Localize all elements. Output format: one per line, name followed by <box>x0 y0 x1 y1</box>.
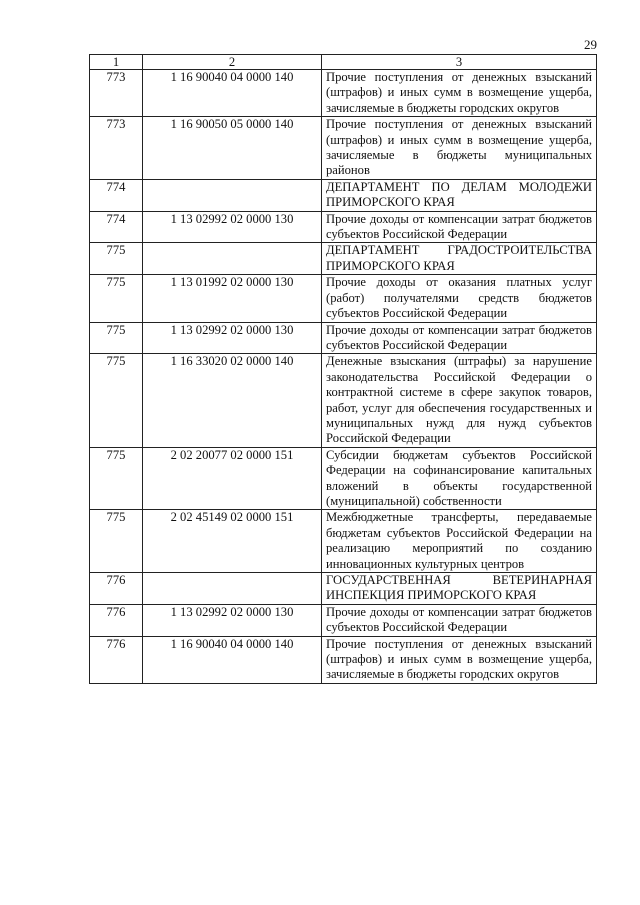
admin-code-cell: 774 <box>90 211 143 243</box>
table-row <box>90 604 597 636</box>
department-heading-cell: ДЕПАРТАМЕНТ ПО ДЕЛАМ МОЛОДЕЖИ ПРИМОРСКОГО КРАЯ <box>322 179 597 211</box>
revenue-code-cell: 2 02 20077 02 0000 151 <box>143 447 322 510</box>
admin-code-cell: 775 <box>90 510 143 573</box>
admin-code-cell: 773 <box>90 70 143 117</box>
table-row <box>90 354 597 447</box>
table-row <box>90 447 597 510</box>
department-heading-cell: ДЕПАРТАМЕНТ ГРАДОСТРОИТЕЛЬСТВА ПРИМОРСКОГО КРАЯ <box>322 243 597 275</box>
description-cell: Прочие поступления от денежных взысканий (штрафов) и иных сумм в возмещение ущерба, зачисляемые в бюджеты городских округов <box>322 70 597 117</box>
table-row <box>90 211 597 243</box>
column-header-2: 2 <box>143 55 322 70</box>
description-cell: Прочие доходы от компенсации затрат бюджетов субъектов Российской Федерации <box>322 211 597 243</box>
table-row <box>90 275 597 322</box>
admin-code-cell: 773 <box>90 117 143 180</box>
table-row <box>90 636 597 683</box>
admin-code-cell: 775 <box>90 447 143 510</box>
revenue-code-cell <box>143 179 322 211</box>
admin-code-cell: 776 <box>90 636 143 683</box>
admin-code-cell: 776 <box>90 604 143 636</box>
description-cell: Прочие доходы от оказания платных услуг (работ) получателями средств бюджетов субъектов Российской Федерации <box>322 275 597 322</box>
admin-code-cell: 775 <box>90 322 143 354</box>
table-row <box>90 322 597 354</box>
column-header-1: 1 <box>90 55 143 70</box>
revenue-code-cell: 1 16 90040 04 0000 140 <box>143 70 322 117</box>
admin-code-cell: 775 <box>90 275 143 322</box>
revenue-code-cell: 1 13 02992 02 0000 130 <box>143 322 322 354</box>
revenue-code-cell: 1 16 33020 02 0000 140 <box>143 354 322 447</box>
header-row <box>90 55 597 70</box>
admin-code-cell: 776 <box>90 573 143 605</box>
revenue-codes-table <box>89 54 597 684</box>
description-cell: Прочие доходы от компенсации затрат бюджетов субъектов Российской Федерации <box>322 604 597 636</box>
revenue-code-cell: 1 13 02992 02 0000 130 <box>143 604 322 636</box>
table-row <box>90 117 597 180</box>
table-header <box>90 55 597 70</box>
admin-code-cell: 775 <box>90 243 143 275</box>
admin-code-cell: 774 <box>90 179 143 211</box>
admin-code-cell: 775 <box>90 354 143 447</box>
revenue-code-cell: 1 16 90040 04 0000 140 <box>143 636 322 683</box>
table-body <box>90 70 597 684</box>
column-header-3: 3 <box>322 55 597 70</box>
description-cell: Прочие доходы от компенсации затрат бюджетов субъектов Российской Федерации <box>322 322 597 354</box>
revenue-code-cell <box>143 573 322 605</box>
revenue-code-cell: 1 13 01992 02 0000 130 <box>143 275 322 322</box>
description-cell: Субсидии бюджетам субъектов Российской Федерации на софинансирование капитальных вложений в объекты государственной (муниципальной) собственности <box>322 447 597 510</box>
revenue-code-cell <box>143 243 322 275</box>
department-heading-cell: ГОСУДАРСТВЕННАЯ ВЕТЕРИНАРНАЯ ИНСПЕКЦИЯ ПРИМОРСКОГО КРАЯ <box>322 573 597 605</box>
description-cell: Денежные взыскания (штрафы) за нарушение законодательства Российской Федерации о контрактной системе в сфере закупок товаров, работ, услуг для обеспечения государственных и муниципальных нужд для нужд субъектов Российской Федерации <box>322 354 597 447</box>
table-row <box>90 243 597 275</box>
table-row <box>90 573 597 605</box>
description-cell: Прочие поступления от денежных взысканий (штрафов) и иных сумм в возмещение ущерба, зачисляемые в бюджеты муниципальных районов <box>322 117 597 180</box>
page-number: 29 <box>584 37 597 52</box>
table-row <box>90 179 597 211</box>
revenue-code-cell: 1 16 90050 05 0000 140 <box>143 117 322 180</box>
revenue-code-cell: 1 13 02992 02 0000 130 <box>143 211 322 243</box>
description-cell: Прочие поступления от денежных взысканий (штрафов) и иных сумм в возмещение ущерба, зачисляемые в бюджеты городских округов <box>322 636 597 683</box>
revenue-code-cell: 2 02 45149 02 0000 151 <box>143 510 322 573</box>
description-cell: Межбюджетные трансферты, передаваемые бюджетам субъектов Российской Федерации на реализацию мероприятий по созданию инновационных культурных центров <box>322 510 597 573</box>
table-row <box>90 70 597 117</box>
table-row <box>90 510 597 573</box>
